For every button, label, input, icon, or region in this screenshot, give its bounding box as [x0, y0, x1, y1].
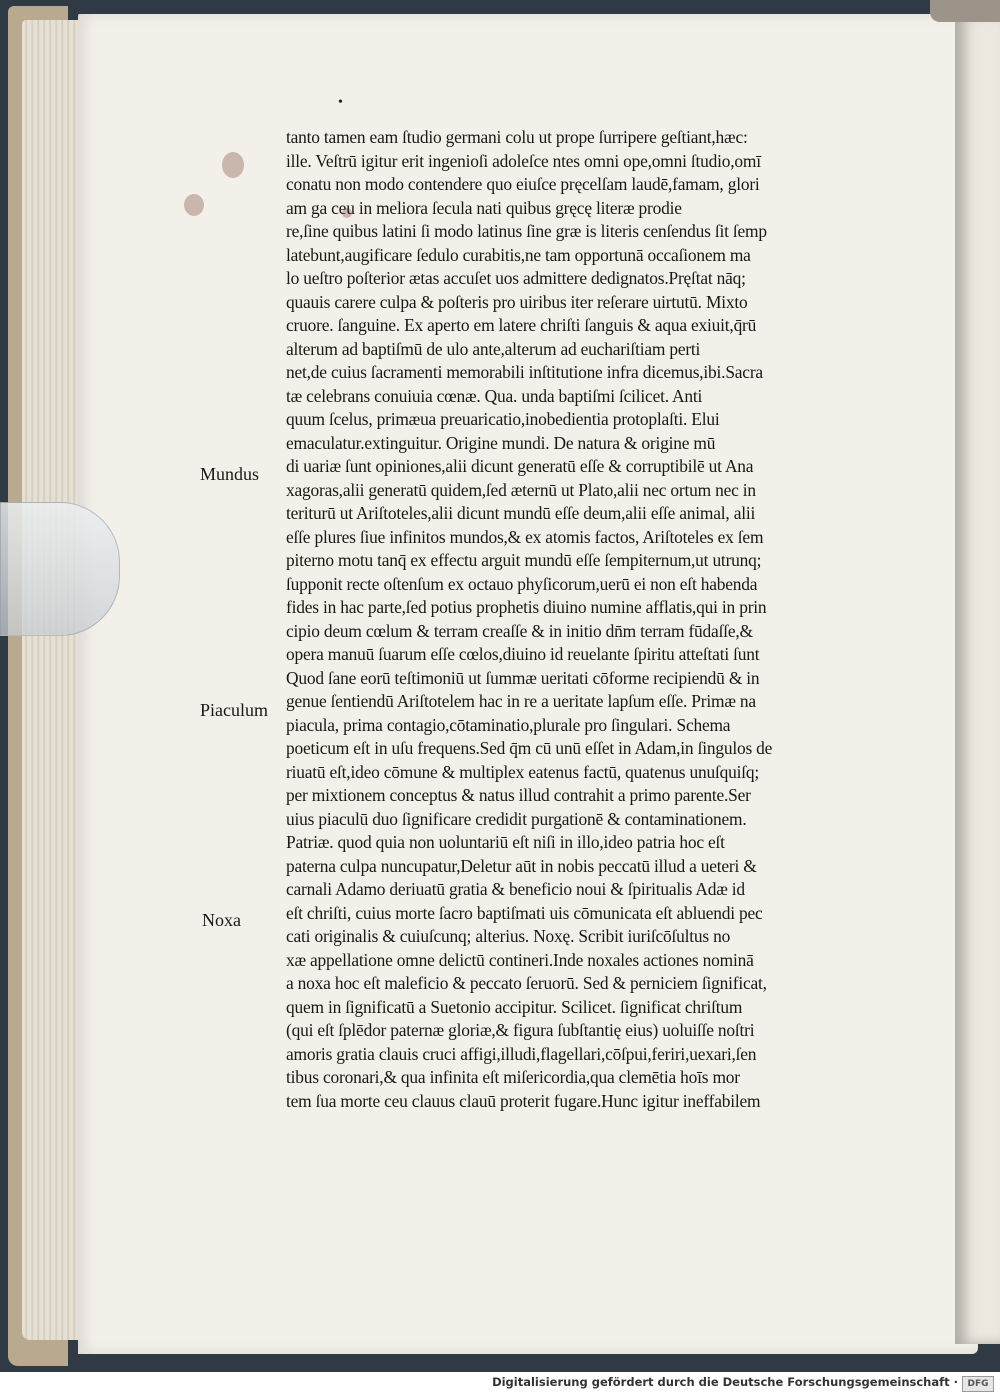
text-line: lo ueſtro poſterior ætas accuſet uos admittere dedignatos.Pręſtat nāq;: [286, 268, 746, 288]
text-line: am ga ceu in meliora ſecula nati quibus gręcę literæ prodie: [286, 197, 682, 218]
text-line: quauis carere culpa & poſteris pro uiribus iter reſerare uirtutū. Mixto: [286, 291, 748, 312]
text-line: teriturū ut Ariſtoteles,alii dicunt mundū eſſe deum,alii eſſe animal, alii: [286, 503, 756, 523]
stain-spot: [184, 194, 204, 216]
text-line: xæ appellatione omne delictū contineri.Inde noxales actiones nominā: [286, 949, 754, 970]
margin-note-mundus: Mundus: [200, 464, 260, 484]
text-line: latebunt,augificare ſedulo curabitis,ne tam opportunā occaſionem ma: [286, 244, 751, 265]
text-line: re,ſine quibus latini ſi modo latinus ſine græ is literis cenſendus ſit ſemp: [286, 221, 767, 241]
text-line: eſſe plures ſiue infinitos mundos,& ex atomis factos, Ariſtoteles ex ſem: [286, 526, 764, 547]
page-clip: [0, 502, 120, 636]
text-line: ſupponit recte oſtenſum ex octauo phyſicorum,uerū ei non eſt habenda: [286, 573, 758, 594]
text-line: cati originalis & cuiuſcunq; alterius. Noxę. Scribit iuriſcōſultus no: [286, 926, 731, 946]
text-line: opera manuū ſuarum eſſe cœlos,diuino id reuelante ſpiritu atteſtati ſunt: [286, 644, 760, 664]
text-line: cipio deum cœlum & terram creaſſe & in initio dn̄m terram fūdaſſe,&: [286, 620, 753, 641]
text-line: ille. Veſtrū igitur erit ingenioſi adoleſce ntes omni ope,omni ſtudio,omī: [286, 150, 761, 171]
text-line: tæ celebrans conuiuia cœnæ. Qua. unda baptiſmi ſcilicet. Anti: [286, 385, 703, 406]
margin-note-piaculum: Piaculum: [200, 700, 268, 720]
binding-clasp: [930, 0, 1000, 22]
footer-credit: Digitalisierung gefördert durch die Deutsche Forschungsgemeinschaft ·: [492, 1375, 958, 1389]
text-line: poeticum eſt in uſu frequens.Sed q̄m cū unū eſſet in Adam,in ſingulos de: [286, 738, 773, 758]
ink-mark: •: [338, 95, 343, 110]
text-line: Patriæ. quod quia non uoluntariū eſt niſi in illo,ideo patria hoc eſt: [286, 832, 725, 852]
text-line: piacula, prima contagio,cōtaminatio,plurale pro ſingulari. Schema: [286, 714, 731, 735]
text-line: per mixtionem conceptus & natus illud contrahit a primo parente.Ser: [286, 785, 751, 805]
margin-note-noxa: Noxa: [202, 910, 241, 930]
footer-bar: [0, 1372, 1000, 1394]
text-line: tanto tamen eam ſtudio germani colu ut prope ſurripere geſtiant,hæc:: [286, 127, 748, 147]
text-line: net,de cuius ſacramenti memorabili inſtitutione infra dicemus,ibi.Sacra: [286, 362, 763, 382]
facing-page-edge: [955, 14, 1000, 1344]
text-line: cruore. ſanguine. Ex aperto em latere chriſti ſanguis & aqua exiuit,q̄rū: [286, 315, 757, 335]
text-line: (qui eſt ſplēdor paternæ gloriæ,& figura ſubſtantię eius) uoluiſſe noſtri: [286, 1020, 755, 1040]
text-line: riuatū eſt,ideo cōmune & multiplex eatenus factū, quatenus unuſquiſq;: [286, 761, 760, 782]
text-line: conatu non modo contendere quo eiuſce pręcelſam laudē,famam, glori: [286, 174, 760, 194]
text-line: tem ſua morte ceu clauus clauū proterit fugare.Hunc igitur ineffabilem: [286, 1090, 761, 1111]
text-line: quem in ſignificatū a Suetonio accipitur. Scilicet. ſignificat chriſtum: [286, 996, 743, 1017]
text-line: fides in hac parte,ſed potius prophetis diuino numine afflatis,qui in prin: [286, 597, 767, 617]
text-line: carnali Adamo deriuatū gratia & beneficio noui & ſpiritualis Adæ id: [286, 879, 745, 899]
text-line: emaculatur.extinguitur. Origine mundi. De natura & origine mū: [286, 432, 716, 453]
text-line: uius piaculū duo ſignificare credidit purgationē & contaminationem.: [286, 808, 747, 829]
text-line: quum ſcelus, primæua preuaricatio,inobedientia protoplaſti. Elui: [286, 409, 720, 429]
main-text: [286, 126, 936, 1113]
text-line: tibus coronari,& qua infinita eſt miſericordia,qua clemētia hoīs mor: [286, 1067, 740, 1087]
stain-spot: [222, 152, 244, 178]
text-line: genue ſentiendū Ariſtotelem hac in re a ueritate lapſum eſſe. Primæ na: [286, 691, 756, 711]
text-line: eſt chriſti, cuius morte ſacro baptiſmati uis cōmunicata eſt abluendi pec: [286, 902, 763, 923]
text-line: alterum ad baptiſmū de ulo ante,alterum ad euchariſtiam perti: [286, 338, 701, 359]
text-line: a noxa hoc eſt maleficio & peccato ſeruorū. Sed & perniciem ſignificat,: [286, 973, 767, 993]
text-line: Quod ſane eorū teſtimoniū ut ſummæ ueritati cōforme recipiendū & in: [286, 667, 760, 688]
text-line: amoris gratia clauis cruci affigi,illudi,flagellari,cōſpui,feriri,uexari,ſen: [286, 1043, 757, 1064]
text-line: di uariæ ſunt opiniones,alii dicunt generatū eſſe & corruptibilē ut Ana: [286, 456, 754, 476]
text-line: piterno motu tanq̄ ex effectu arguit mundū eſſe ſempiternum,ut utrunq;: [286, 550, 762, 570]
dfg-logo: DFG: [962, 1376, 994, 1392]
text-line: paterna culpa nuncupatur,Deletur aūt in nobis peccatū illud a ueteri &: [286, 855, 757, 876]
text-line: xagoras,alii generatū quidem,ſed æternū ut Plato,alii nec ortum nec in: [286, 479, 756, 500]
